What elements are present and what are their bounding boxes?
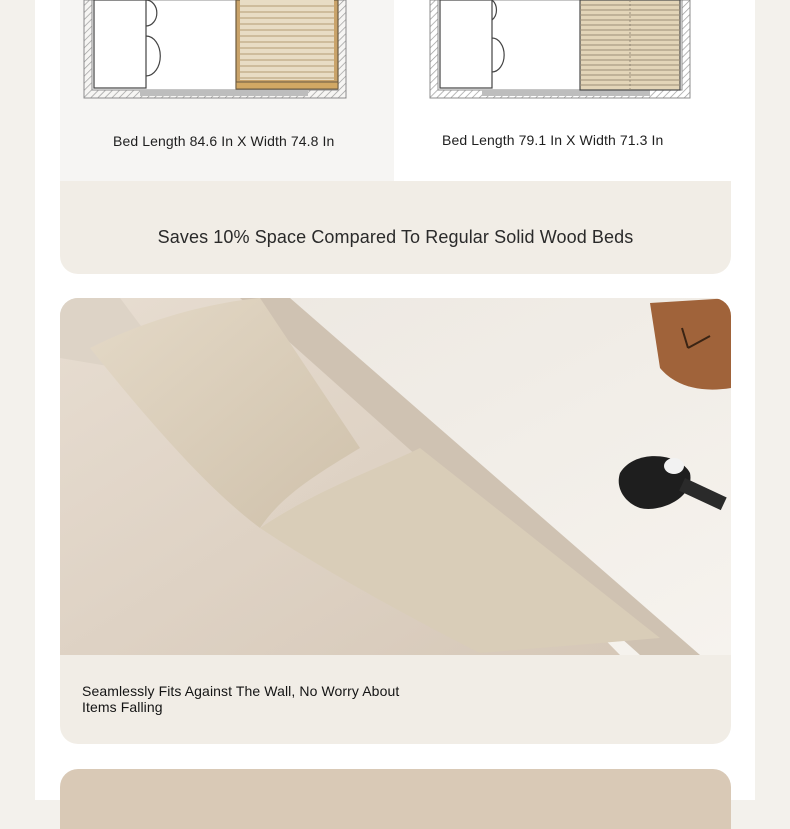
regular-bed-panel xyxy=(60,0,394,181)
bedroom-pillows-photo xyxy=(60,298,731,655)
size-comparison-card xyxy=(60,0,731,274)
wall-fit-caption: Seamlessly Fits Against The Wall, No Worry About Items Falling xyxy=(82,683,400,715)
compact-bed-floorplan xyxy=(428,0,692,100)
content-column xyxy=(35,0,755,800)
wall-fit-feature-card xyxy=(60,298,731,744)
regular-bed-floorplan xyxy=(82,0,352,100)
space-savings-headline: Saves 10% Space Compared To Regular Solid Wood Beds xyxy=(157,227,634,247)
compact-bed-dimensions: Bed Length 79.1 In X Width 71.3 In xyxy=(442,132,664,148)
next-feature-card xyxy=(60,769,731,829)
compact-bed-panel xyxy=(394,0,731,181)
regular-bed-dimensions: Bed Length 84.6 In X Width 74.8 In xyxy=(113,133,335,149)
